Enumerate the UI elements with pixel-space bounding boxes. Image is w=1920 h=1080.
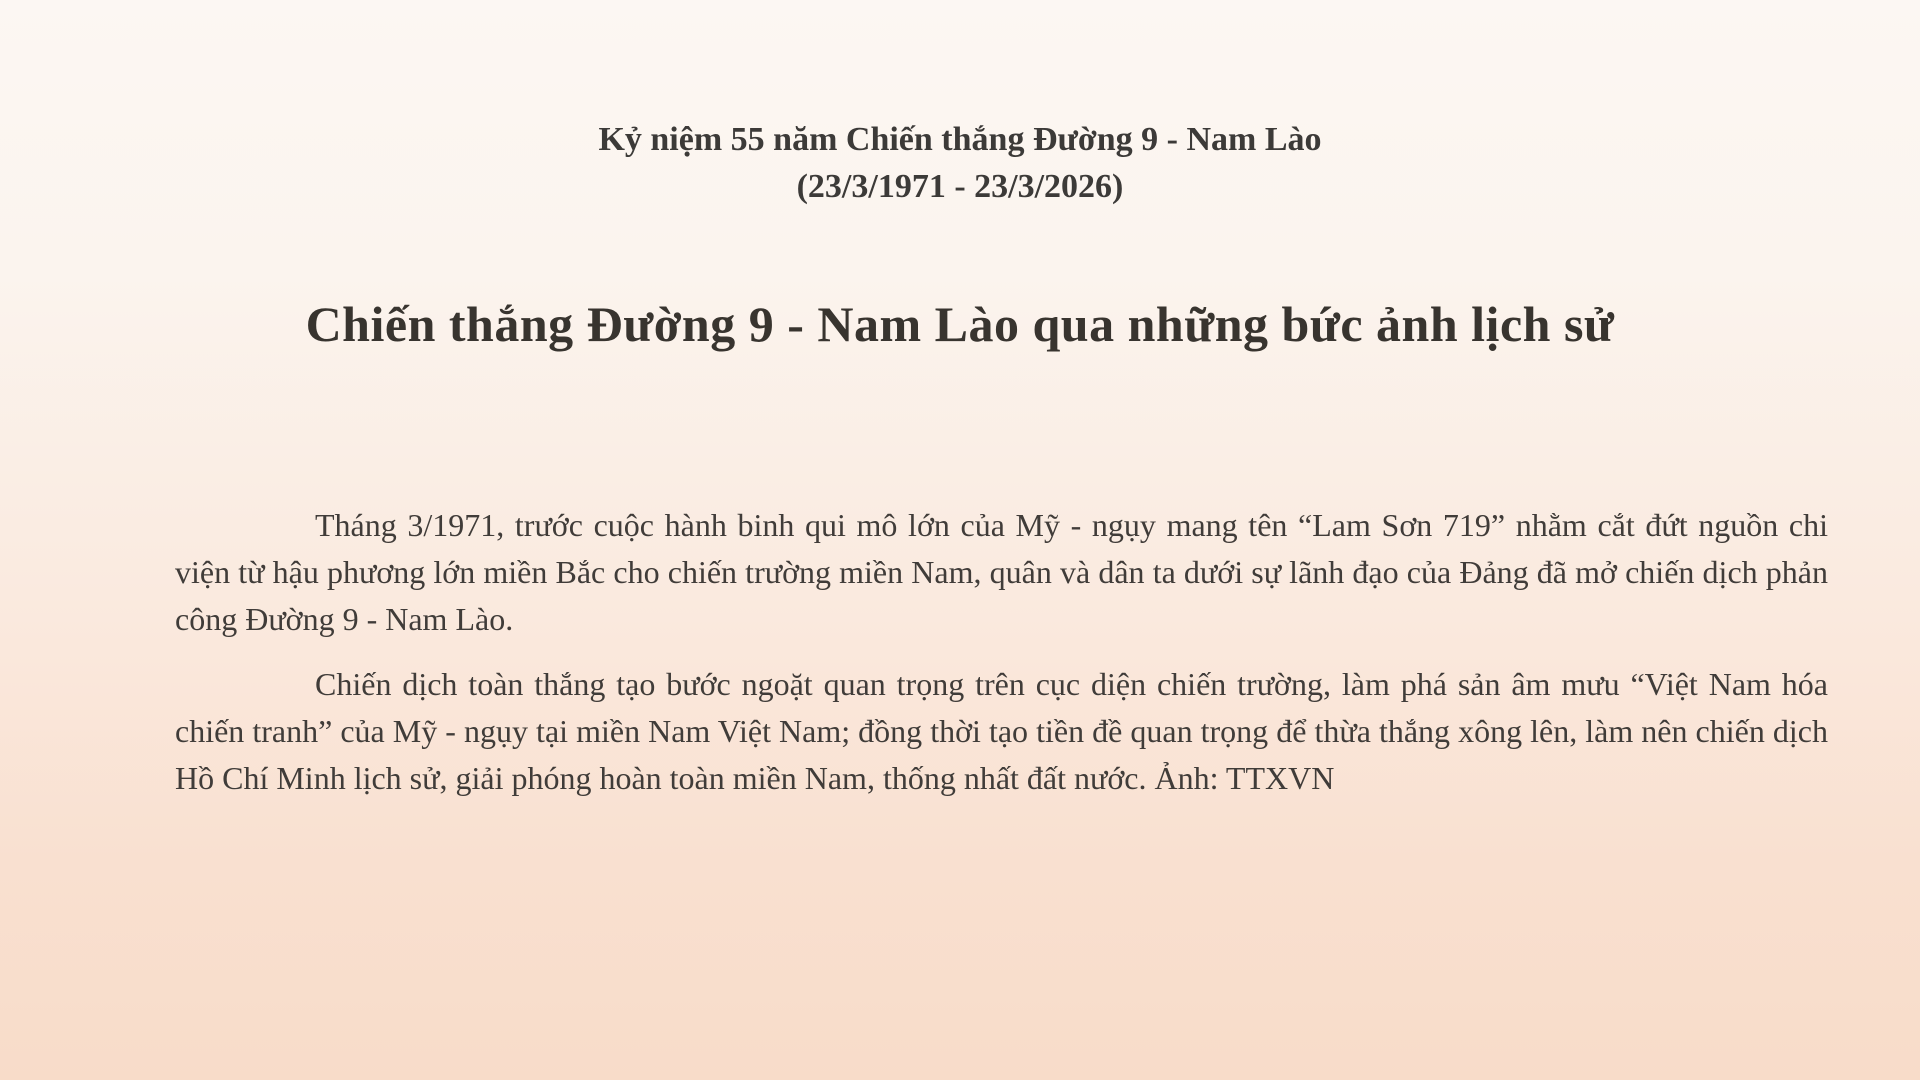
paragraph-2: Chiến dịch toàn thắng tạo bước ngoặt quan trọng trên cục diện chiến trường, làm phá sản âm mưu “Việt Nam hóa chiến tranh” của Mỹ - ngụy tại miền Nam Việt Nam; đồng thời tạo tiền đề quan trọng để thừa thắng xông lên, làm nên chiến dịch Hồ Chí Minh lịch sử, giải phóng hoàn toàn miền Nam, thống nhất đất nước. Ảnh: TTXVN xyxy=(175,666,1828,796)
anniversary-header-dates: (23/3/1971 - 23/3/2026) xyxy=(796,168,1124,205)
anniversary-header xyxy=(0,0,1920,210)
page-title: Chiến thắng Đường 9 - Nam Lào qua những bức ảnh lịch sử xyxy=(305,296,1615,352)
body-text xyxy=(0,502,1920,802)
paragraph-1: Tháng 3/1971, trước cuộc hành binh qui mô lớn của Mỹ - ngụy mang tên “Lam Sơn 719” nhằm cắt đứt nguồn chi viện từ hậu phương lớn miền Bắc cho chiến trường miền Nam, quân và dân ta dưới sự lãnh đạo của Đảng đã mở chiến dịch phản công Đường 9 - Nam Lào. xyxy=(175,507,1828,637)
anniversary-header-line1: Kỷ niệm 55 năm Chiến thắng Đường 9 - Nam Lào xyxy=(598,121,1322,158)
